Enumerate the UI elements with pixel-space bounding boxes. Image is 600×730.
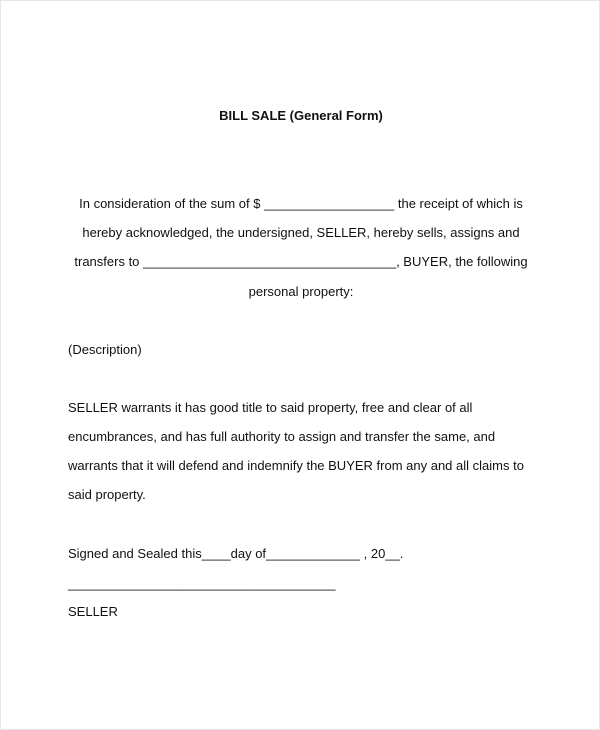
warranty-line-3: warrants that it will defend and indemnify the BUYER from any and all claims to [68,458,524,473]
warranty-line-1: SELLER warrants it has good title to said property, free and clear of all [68,400,473,415]
warranty-line-4: said property. [68,487,146,502]
consideration-line-1: In consideration of the sum of $ __________________ the receipt of which is [79,196,523,211]
description-label: (Description) [68,342,142,357]
warranty-line-2: encumbrances, and has full authority to assign and transfer the same, and [68,429,496,444]
document-title: BILL SALE (General Form) [219,108,383,123]
seller-label: SELLER [68,604,118,619]
consideration-line-2: hereby acknowledged, the undersigned, SELLER, hereby sells, assigns and [82,225,520,240]
consideration-line-4: personal property: [248,284,354,299]
signed-and-sealed-line: Signed and Sealed this____day of_____________ , 20__. [68,546,404,561]
consideration-line-3: transfers to ___________________________________, BUYER, the following [74,254,528,269]
signature-line: _____________________________________ [68,576,336,591]
